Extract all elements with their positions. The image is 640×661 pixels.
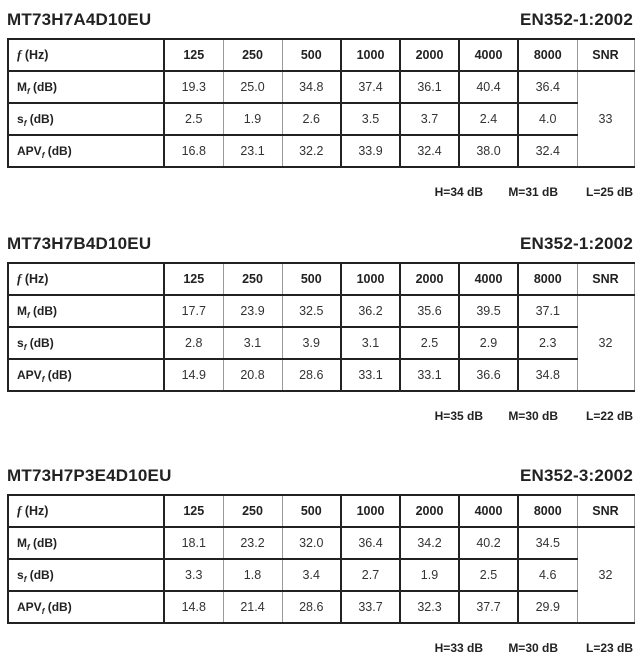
mf-cell: 34.8 bbox=[282, 71, 341, 103]
freq-1000: 1000 bbox=[341, 263, 400, 295]
sf-cell: 2.5 bbox=[400, 327, 459, 359]
product-block bbox=[7, 234, 633, 429]
frequency-label: f (Hz) bbox=[8, 495, 164, 527]
product-block bbox=[7, 466, 633, 661]
mean-attenuation-label: $M_f$ (dB) bbox=[8, 71, 164, 103]
m-value: M=31 dB bbox=[508, 185, 558, 199]
std-deviation-label: $s_f$ (dB) bbox=[8, 559, 164, 591]
mf-cell: 36.4 bbox=[341, 527, 400, 559]
m-value: M=30 dB bbox=[508, 409, 558, 423]
freq-2000: 2000 bbox=[400, 39, 459, 71]
apv-cell: 28.6 bbox=[282, 359, 341, 391]
freq-2000: 2000 bbox=[400, 263, 459, 295]
sf-cell: 1.9 bbox=[400, 559, 459, 591]
apv-label: $APV_f$ (dB) bbox=[8, 591, 164, 623]
mf-cell: 17.7 bbox=[164, 295, 223, 327]
std-deviation-label: $s_f$ (dB) bbox=[8, 327, 164, 359]
h-value: H=33 dB bbox=[434, 641, 483, 655]
freq-250: 250 bbox=[223, 495, 282, 527]
snr-value: 32 bbox=[577, 527, 634, 623]
m-value: M=30 dB bbox=[508, 641, 558, 655]
mf-cell: 36.2 bbox=[341, 295, 400, 327]
sf-cell: 2.9 bbox=[459, 327, 518, 359]
l-value: L=23 dB bbox=[585, 641, 633, 655]
apv-cell: 29.9 bbox=[518, 591, 577, 623]
h-value: H=35 dB bbox=[434, 409, 483, 423]
apv-cell: 23.1 bbox=[223, 135, 282, 167]
sf-cell: 4.0 bbox=[518, 103, 577, 135]
sf-cell: 2.5 bbox=[164, 103, 223, 135]
apv-cell: 14.9 bbox=[164, 359, 223, 391]
std-deviation-label: $s_f$ (dB) bbox=[8, 103, 164, 135]
mf-cell: 37.1 bbox=[518, 295, 577, 327]
sf-cell: 2.6 bbox=[282, 103, 341, 135]
sf-cell: 4.6 bbox=[518, 559, 577, 591]
apv-label: $APV_f$ (dB) bbox=[8, 135, 164, 167]
frequency-header-row bbox=[8, 39, 634, 71]
apv-row bbox=[8, 135, 634, 167]
snr-header: SNR bbox=[577, 263, 634, 295]
mf-cell: 32.0 bbox=[282, 527, 341, 559]
freq-4000: 4000 bbox=[459, 495, 518, 527]
sf-cell: 3.4 bbox=[282, 559, 341, 591]
apv-cell: 32.4 bbox=[400, 135, 459, 167]
mf-cell: 40.2 bbox=[459, 527, 518, 559]
std-deviation-row bbox=[8, 103, 634, 135]
apv-cell: 16.8 bbox=[164, 135, 223, 167]
frequency-label: f (Hz) bbox=[8, 263, 164, 295]
attenuation-table bbox=[7, 38, 635, 168]
h-value: H=34 dB bbox=[434, 185, 483, 199]
mf-cell: 34.5 bbox=[518, 527, 577, 559]
block-header bbox=[7, 10, 633, 38]
freq-1000: 1000 bbox=[341, 39, 400, 71]
apv-cell: 21.4 bbox=[223, 591, 282, 623]
standard-code: EN352-3:2002 bbox=[520, 466, 633, 485]
apv-label: $APV_f$ (dB) bbox=[8, 359, 164, 391]
hml-summary bbox=[7, 409, 633, 429]
model-number: MT73H7A4D10EU bbox=[7, 10, 152, 29]
sf-cell: 1.8 bbox=[223, 559, 282, 591]
sf-cell: 2.5 bbox=[459, 559, 518, 591]
freq-500: 500 bbox=[282, 263, 341, 295]
mean-attenuation-label: $M_f$ (dB) bbox=[8, 527, 164, 559]
hml-summary bbox=[7, 185, 633, 205]
apv-cell: 33.1 bbox=[400, 359, 459, 391]
mean-attenuation-row bbox=[8, 295, 634, 327]
mf-cell: 18.1 bbox=[164, 527, 223, 559]
freq-4000: 4000 bbox=[459, 263, 518, 295]
apv-cell: 34.8 bbox=[518, 359, 577, 391]
attenuation-table bbox=[7, 494, 635, 624]
freq-2000: 2000 bbox=[400, 495, 459, 527]
mf-cell: 23.2 bbox=[223, 527, 282, 559]
frequency-header-row bbox=[8, 495, 634, 527]
model-number: MT73H7P3E4D10EU bbox=[7, 466, 172, 485]
mf-cell: 36.1 bbox=[400, 71, 459, 103]
mean-attenuation-row bbox=[8, 71, 634, 103]
sf-cell: 3.1 bbox=[341, 327, 400, 359]
freq-1000: 1000 bbox=[341, 495, 400, 527]
hml-summary bbox=[7, 641, 633, 661]
mean-attenuation-row bbox=[8, 527, 634, 559]
apv-cell: 37.7 bbox=[459, 591, 518, 623]
mf-cell: 40.4 bbox=[459, 71, 518, 103]
frequency-label: f (Hz) bbox=[8, 39, 164, 71]
sf-cell: 2.3 bbox=[518, 327, 577, 359]
standard-code: EN352-1:2002 bbox=[520, 10, 633, 29]
freq-125: 125 bbox=[164, 39, 223, 71]
sf-cell: 3.1 bbox=[223, 327, 282, 359]
frequency-header-row bbox=[8, 263, 634, 295]
std-deviation-row bbox=[8, 327, 634, 359]
mf-cell: 39.5 bbox=[459, 295, 518, 327]
apv-cell: 36.6 bbox=[459, 359, 518, 391]
apv-row bbox=[8, 359, 634, 391]
block-header bbox=[7, 466, 633, 494]
freq-4000: 4000 bbox=[459, 39, 518, 71]
apv-cell: 32.2 bbox=[282, 135, 341, 167]
freq-250: 250 bbox=[223, 39, 282, 71]
apv-cell: 28.6 bbox=[282, 591, 341, 623]
l-value: L=22 dB bbox=[585, 409, 633, 423]
standard-code: EN352-1:2002 bbox=[520, 234, 633, 253]
mf-cell: 32.5 bbox=[282, 295, 341, 327]
snr-value: 33 bbox=[577, 71, 634, 167]
apv-cell: 33.9 bbox=[341, 135, 400, 167]
sf-cell: 2.7 bbox=[341, 559, 400, 591]
mf-cell: 23.9 bbox=[223, 295, 282, 327]
sf-cell: 3.3 bbox=[164, 559, 223, 591]
mf-cell: 25.0 bbox=[223, 71, 282, 103]
mf-cell: 36.4 bbox=[518, 71, 577, 103]
freq-8000: 8000 bbox=[518, 495, 577, 527]
std-deviation-row bbox=[8, 559, 634, 591]
apv-cell: 33.7 bbox=[341, 591, 400, 623]
snr-value: 32 bbox=[577, 295, 634, 391]
attenuation-table bbox=[7, 262, 635, 392]
freq-8000: 8000 bbox=[518, 39, 577, 71]
apv-cell: 33.1 bbox=[341, 359, 400, 391]
model-number: MT73H7B4D10EU bbox=[7, 234, 152, 253]
apv-cell: 20.8 bbox=[223, 359, 282, 391]
apv-row bbox=[8, 591, 634, 623]
sf-cell: 3.9 bbox=[282, 327, 341, 359]
product-block bbox=[7, 10, 633, 205]
sf-cell: 2.4 bbox=[459, 103, 518, 135]
mf-cell: 34.2 bbox=[400, 527, 459, 559]
apv-cell: 32.3 bbox=[400, 591, 459, 623]
freq-125: 125 bbox=[164, 495, 223, 527]
sf-cell: 1.9 bbox=[223, 103, 282, 135]
freq-8000: 8000 bbox=[518, 263, 577, 295]
apv-cell: 38.0 bbox=[459, 135, 518, 167]
freq-500: 500 bbox=[282, 495, 341, 527]
freq-250: 250 bbox=[223, 263, 282, 295]
mf-cell: 19.3 bbox=[164, 71, 223, 103]
snr-header: SNR bbox=[577, 495, 634, 527]
freq-125: 125 bbox=[164, 263, 223, 295]
freq-500: 500 bbox=[282, 39, 341, 71]
snr-header: SNR bbox=[577, 39, 634, 71]
sf-cell: 3.7 bbox=[400, 103, 459, 135]
mf-cell: 35.6 bbox=[400, 295, 459, 327]
l-value: L=25 dB bbox=[585, 185, 633, 199]
sf-cell: 3.5 bbox=[341, 103, 400, 135]
sf-cell: 2.8 bbox=[164, 327, 223, 359]
apv-cell: 32.4 bbox=[518, 135, 577, 167]
mean-attenuation-label: $M_f$ (dB) bbox=[8, 295, 164, 327]
block-header bbox=[7, 234, 633, 262]
apv-cell: 14.8 bbox=[164, 591, 223, 623]
mf-cell: 37.4 bbox=[341, 71, 400, 103]
